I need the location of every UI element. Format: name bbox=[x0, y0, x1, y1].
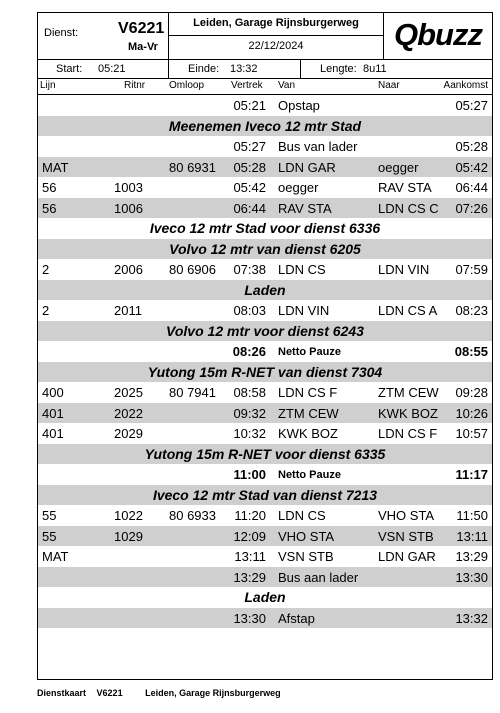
section-title-row bbox=[38, 444, 492, 465]
cell-vertrek: 13:29 bbox=[233, 569, 266, 585]
cell-van: VSN STB bbox=[278, 549, 334, 564]
section-title: Yutong 15m R-NET van dienst 7304 bbox=[147, 363, 383, 380]
service-date: 22/12/2024 bbox=[248, 40, 304, 52]
cell-lijn: 400 bbox=[42, 385, 64, 400]
cell-van: ZTM CEW bbox=[278, 405, 339, 421]
trip-row bbox=[38, 403, 492, 424]
trip-row bbox=[38, 177, 492, 198]
cell-ritnr: 2006 bbox=[114, 262, 143, 277]
cell-naar: VHO STA bbox=[378, 508, 435, 523]
cell-omloop: 80 6933 bbox=[169, 508, 216, 523]
cell-aankomst: 13:11 bbox=[456, 528, 488, 544]
start-label: Start: bbox=[56, 63, 83, 75]
section-title-row bbox=[38, 321, 492, 342]
section-title: Meenemen Iveco 12 mtr Stad bbox=[168, 117, 362, 134]
trip-row bbox=[38, 526, 492, 547]
trip-row bbox=[38, 259, 492, 280]
cell-ritnr: 1003 bbox=[114, 180, 143, 195]
cell-lijn: 2 bbox=[42, 303, 50, 318]
cell-lijn: 55 bbox=[42, 508, 57, 523]
footer bbox=[37, 688, 289, 698]
start-value: 05:21 bbox=[98, 63, 126, 75]
cell-vertrek: 05:27 bbox=[233, 139, 266, 154]
cell-aankomst: 05:42 bbox=[455, 159, 488, 175]
section-title-row bbox=[38, 587, 492, 608]
cell-lijn: 56 bbox=[42, 200, 57, 216]
cell-van: KWK BOZ bbox=[278, 426, 338, 441]
cell-vertrek: 11:20 bbox=[234, 508, 266, 523]
trip-row bbox=[38, 608, 492, 629]
section-title: Volvo 12 mtr voor dienst 6243 bbox=[166, 322, 364, 339]
section-title-row bbox=[38, 116, 492, 137]
cell-vertrek: 09:32 bbox=[233, 405, 266, 421]
dienst-label: Dienst: bbox=[44, 27, 79, 39]
cell-aankomst: 10:57 bbox=[455, 426, 488, 441]
cell-aankomst: 07:59 bbox=[455, 262, 488, 277]
cell-aankomst: 10:26 bbox=[455, 405, 488, 421]
trip-list bbox=[38, 95, 492, 628]
cell-aankomst: 11:50 bbox=[456, 508, 488, 523]
cell-lijn: MAT bbox=[42, 159, 69, 175]
qbuzz-logo: Qbuzz bbox=[394, 17, 482, 52]
cell-van: RAV STA bbox=[278, 200, 332, 216]
cell-vertrek: 08:58 bbox=[233, 385, 266, 400]
cell-naar: LDN VIN bbox=[378, 262, 430, 277]
cell-naar: VSN STB bbox=[378, 528, 434, 544]
cell-ritnr: 2022 bbox=[114, 405, 143, 421]
divider bbox=[168, 35, 383, 36]
dienstkaart bbox=[37, 12, 493, 680]
shift-times bbox=[38, 60, 492, 79]
header bbox=[38, 13, 492, 60]
trip-row bbox=[38, 546, 492, 567]
end-value: 13:32 bbox=[230, 63, 258, 75]
cell-naar: LDN CS A bbox=[378, 303, 438, 318]
cell-naar: ZTM CEW bbox=[378, 385, 439, 400]
dienst-code: V6221 bbox=[118, 20, 165, 37]
cell-vertrek: 05:42 bbox=[233, 180, 266, 195]
cell-aankomst: 08:23 bbox=[455, 303, 488, 318]
end-label: Einde: bbox=[188, 63, 220, 75]
length-value: 8u11 bbox=[363, 63, 387, 75]
cell-lijn: 2 bbox=[42, 262, 50, 277]
cell-aankomst: 05:27 bbox=[455, 98, 488, 113]
cell-naar: RAV STA bbox=[378, 180, 432, 195]
divider bbox=[300, 60, 301, 78]
cell-naar: KWK BOZ bbox=[378, 405, 438, 421]
pause-row bbox=[38, 464, 492, 485]
cell-vertrek: 12:09 bbox=[233, 528, 266, 544]
col-omloop: Omloop bbox=[169, 80, 205, 91]
cell-vertrek: 05:21 bbox=[233, 98, 266, 113]
column-headers bbox=[38, 79, 492, 95]
trip-row bbox=[38, 198, 492, 219]
cell-aankomst: 07:26 bbox=[455, 200, 488, 216]
trip-row bbox=[38, 567, 492, 588]
cell-aankomst: 13:29 bbox=[455, 549, 488, 564]
length-label: Lengte: bbox=[320, 63, 357, 75]
col-van: Van bbox=[278, 80, 296, 91]
cell-van: Opstap bbox=[278, 98, 320, 113]
section-title: Laden bbox=[244, 281, 286, 298]
section-title: Iveco 12 mtr Stad voor dienst 6336 bbox=[149, 220, 381, 236]
cell-lijn: 56 bbox=[42, 180, 57, 195]
cell-aankomst: 13:32 bbox=[455, 610, 488, 626]
pause-start: 08:26 bbox=[232, 344, 266, 359]
cell-lijn: MAT bbox=[42, 549, 69, 564]
cell-aankomst: 06:44 bbox=[455, 180, 488, 195]
divider bbox=[383, 13, 384, 59]
cell-van: LDN CS F bbox=[278, 385, 338, 400]
cell-vertrek: 10:32 bbox=[233, 426, 266, 441]
cell-ritnr: 1029 bbox=[114, 528, 143, 544]
section-title-row bbox=[38, 218, 492, 239]
cell-van: VHO STA bbox=[278, 528, 335, 544]
cell-naar: LDN CS F bbox=[378, 426, 438, 441]
col-vertrek: Vertrek bbox=[231, 80, 263, 91]
col-ritnr: Ritnr bbox=[124, 80, 146, 91]
cell-aankomst: 09:28 bbox=[455, 385, 488, 400]
col-naar: Naar bbox=[378, 80, 400, 91]
col-aankomst: Aankomst bbox=[443, 80, 488, 91]
cell-ritnr: 2029 bbox=[114, 426, 143, 441]
cell-ritnr: 2011 bbox=[114, 303, 142, 318]
cell-ritnr: 1022 bbox=[114, 508, 143, 523]
section-title: Laden bbox=[244, 589, 286, 605]
cell-van: LDN CS bbox=[278, 508, 326, 523]
section-title-row bbox=[38, 239, 492, 260]
trip-row bbox=[38, 505, 492, 526]
pause-label: Netto Pauze bbox=[278, 346, 341, 358]
trip-row bbox=[38, 95, 492, 116]
cell-vertrek: 07:38 bbox=[233, 262, 266, 277]
footer-code: V6221 bbox=[96, 688, 123, 698]
cell-aankomst: 05:28 bbox=[455, 139, 488, 154]
trip-row bbox=[38, 157, 492, 178]
section-title: Iveco 12 mtr Stad van dienst 7213 bbox=[152, 486, 378, 503]
cell-lijn: 55 bbox=[42, 528, 57, 544]
trip-row bbox=[38, 382, 492, 403]
section-title-row bbox=[38, 485, 492, 506]
cell-van: Bus aan lader bbox=[278, 569, 359, 585]
pause-start: 11:00 bbox=[233, 467, 266, 482]
divider bbox=[168, 60, 169, 78]
cell-ritnr: 2025 bbox=[114, 385, 143, 400]
section-title: Yutong 15m R-NET voor dienst 6335 bbox=[144, 445, 386, 462]
pause-row bbox=[38, 341, 492, 362]
cell-lijn: 401 bbox=[42, 426, 64, 441]
cell-omloop: 80 7941 bbox=[169, 385, 216, 400]
section-title-row bbox=[38, 362, 492, 383]
cell-van: LDN GAR bbox=[278, 159, 336, 175]
cell-vertrek: 05:28 bbox=[233, 159, 266, 175]
footer-label: Dienstkaart bbox=[37, 688, 87, 698]
trip-row bbox=[38, 136, 492, 157]
cell-vertrek: 08:03 bbox=[233, 303, 266, 318]
cell-van: Bus van lader bbox=[278, 139, 358, 154]
cell-vertrek: 06:44 bbox=[233, 200, 266, 216]
cell-naar: LDN CS C bbox=[378, 200, 439, 216]
section-title-row bbox=[38, 280, 492, 301]
cell-vertrek: 13:11 bbox=[234, 549, 266, 564]
col-lijn: Lijn bbox=[40, 80, 56, 91]
trip-row bbox=[38, 423, 492, 444]
pause-end: 11:17 bbox=[455, 467, 488, 482]
trip-row bbox=[38, 300, 492, 321]
section-title: Volvo 12 mtr van dienst 6205 bbox=[169, 240, 361, 257]
cell-omloop: 80 6906 bbox=[169, 262, 216, 277]
depot-location: Leiden, Garage Rijnsburgerweg bbox=[193, 17, 359, 29]
cell-van: LDN CS bbox=[278, 262, 326, 277]
footer-location: Leiden, Garage Rijnsburgerweg bbox=[145, 688, 281, 698]
cell-van: Afstap bbox=[278, 610, 315, 626]
cell-ritnr: 1006 bbox=[114, 200, 143, 216]
cell-van: LDN VIN bbox=[278, 303, 330, 318]
pause-label: Netto Pauze bbox=[278, 469, 341, 481]
cell-aankomst: 13:30 bbox=[455, 569, 488, 585]
cell-omloop: 80 6931 bbox=[169, 159, 216, 175]
service-days: Ma-Vr bbox=[128, 41, 158, 53]
cell-vertrek: 13:30 bbox=[233, 610, 266, 626]
cell-lijn: 401 bbox=[42, 405, 64, 421]
cell-van: oegger bbox=[278, 180, 319, 195]
cell-naar: oegger bbox=[378, 159, 419, 175]
pause-end: 08:55 bbox=[454, 344, 488, 359]
cell-naar: LDN GAR bbox=[378, 549, 436, 564]
